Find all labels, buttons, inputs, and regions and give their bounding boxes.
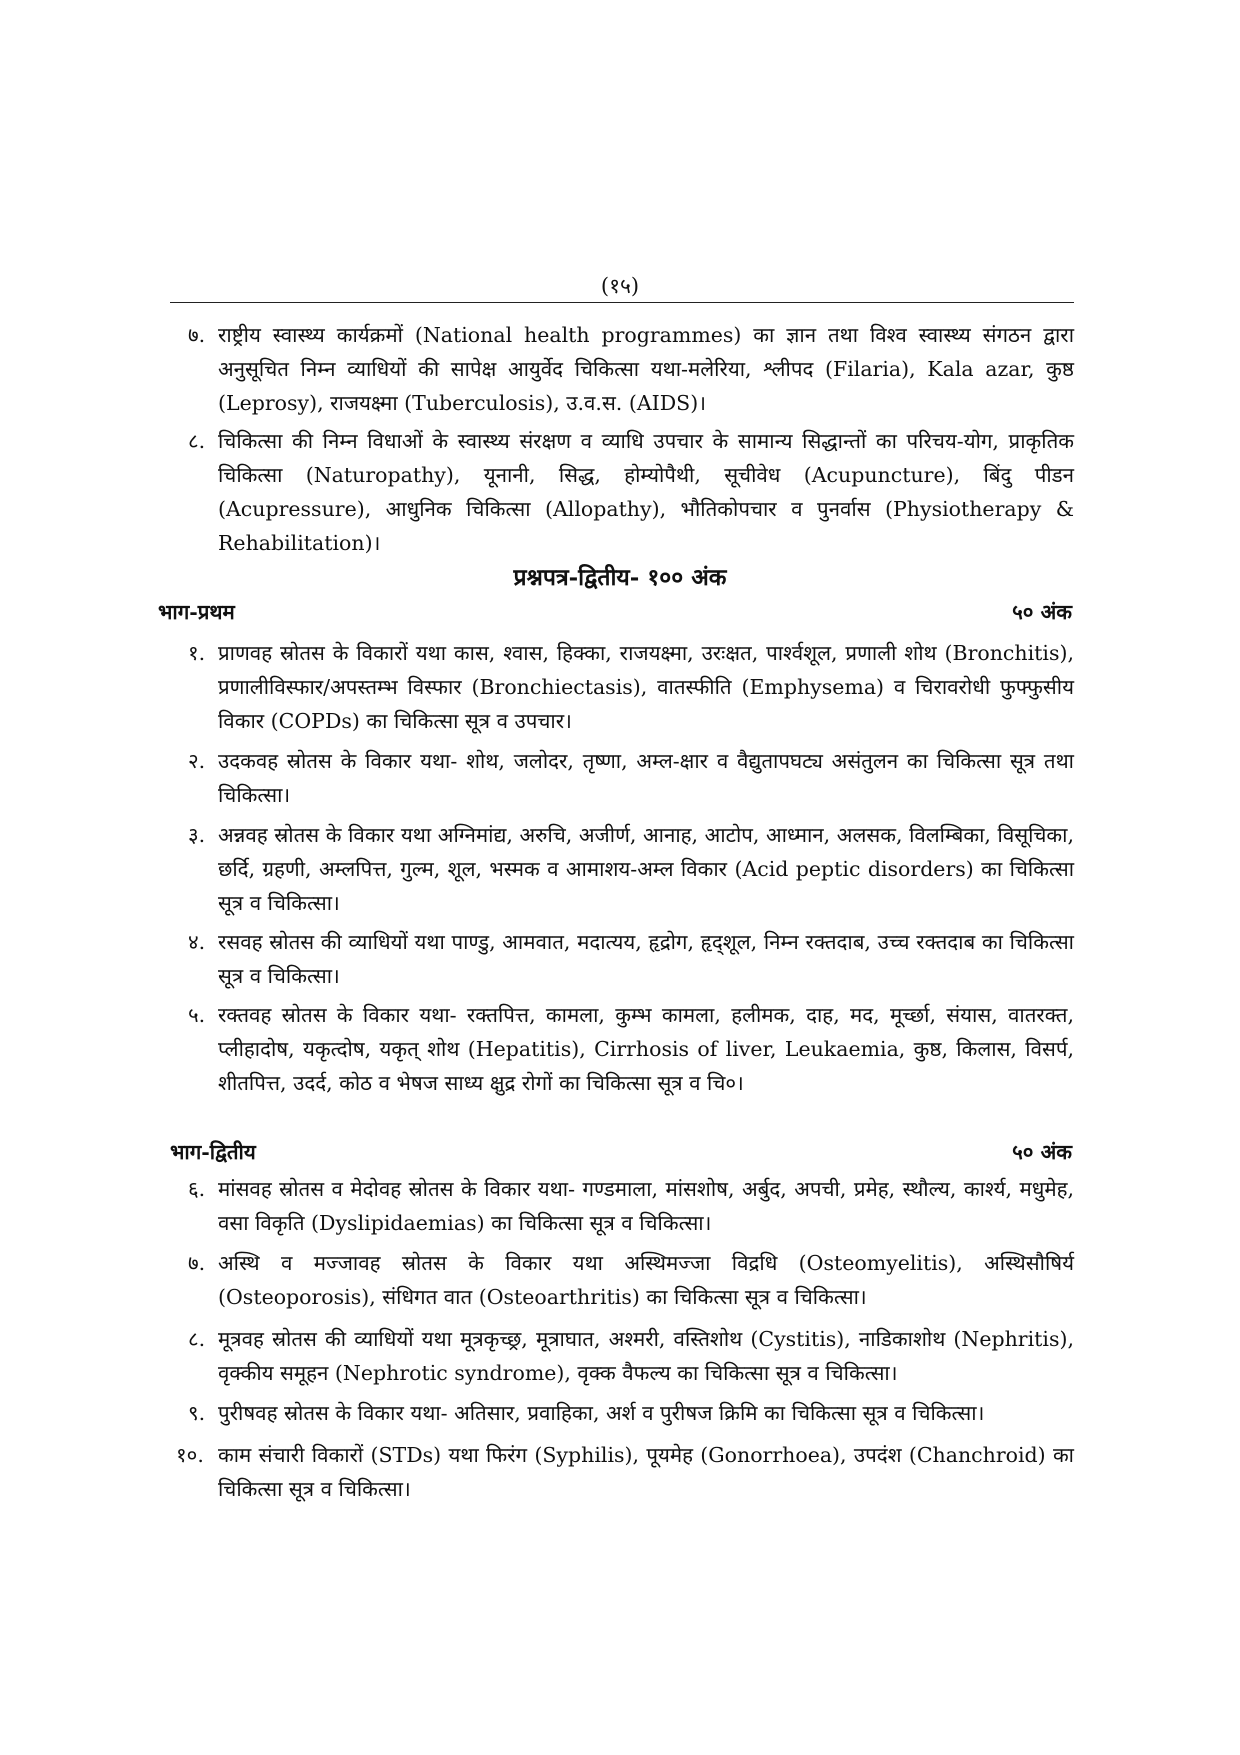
- item-number: ८.: [188, 429, 206, 453]
- list-item: [188, 318, 1074, 420]
- item-text: प्राणवह स्रोतस के विकारों यथा कास, श्वास, हिक्का, राजयक्ष्मा, उरःक्षत, पार्श्वशूल, प्रणाली शोथ (Bronchitis), प्रणालीविस्फार/अपस्तम्भ विस्फार (Bronchiectasis), वातस्फीति (Emphysema) व चिरावरोधी फुफ्फुसीय विकार (COPDs) का चिकित्सा सूत्र व उपचार।: [218, 641, 1074, 733]
- item-number: १.: [188, 641, 206, 665]
- item-number: ५.: [188, 1003, 206, 1027]
- item-text: अन्नवह स्रोतस के विकार यथा अग्निमांद्य, अरुचि, अजीर्ण, आनाह, आटोप, आध्मान, अलसक, विलम्बिका, विसूचिका, छर्दि, ग्रहणी, अम्लपित्त, गुल्म, शूल, भस्मक व आमाशय-अम्ल विकार (Acid peptic disorders) का चिकित्सा सूत्र व चिकित्सा।: [218, 823, 1074, 915]
- item-number: २.: [188, 749, 206, 773]
- list-item: [188, 1396, 1074, 1430]
- item-text: रसवह स्रोतस की व्याधियों यथा पाण्डु, आमवात, मदात्यय, हृद्रोग, हृद्शूल, निम्न रक्तदाब, उच्च रक्तदाब का चिकित्सा सूत्र व चिकित्सा।: [218, 930, 1074, 988]
- item-number: १०.: [176, 1443, 204, 1467]
- item-text: चिकित्सा की निम्न विधाओं के स्वास्थ्य संरक्षण व व्याधि उपचार के सामान्य सिद्धान्तों का परिचय-योग, प्राकृतिक चिकित्सा (Naturopathy), यूनानी, सिद्ध, होम्योपैथी, सूचीवेध (Acupuncture), बिंदु पीडन (Acupressure), आधुनिक चिकित्सा (Allopathy), भौतिकोपचार व पुनर्वास (Physiotherapy & Rehabilitation)।: [218, 429, 1074, 555]
- item-text: मांसवह स्रोतस व मेदोवह स्रोतस के विकार यथा- गण्डमाला, मांसशोष, अर्बुद, अपची, प्रमेह, स्थौल्य, कार्श्य, मधुमेह, वसा विकृति (Dyslipidaemias) का चिकित्सा सूत्र व चिकित्सा।: [218, 1177, 1074, 1235]
- list-item: [188, 1172, 1074, 1240]
- item-number: ६.: [188, 1177, 206, 1201]
- item-number: ९.: [188, 1401, 206, 1425]
- list-item: [188, 1322, 1074, 1390]
- list-item: [188, 1246, 1074, 1314]
- list-item: [188, 424, 1074, 560]
- item-text: राष्ट्रीय स्वास्थ्य कार्यक्रमों (National health programmes) का ज्ञान तथा विश्व स्वास्थ्य संगठन द्वारा अनुसूचित निम्न व्याधियों की सापेक्ष आयुर्वेद चिकित्सा यथा-मलेरिया, श्लीपद (Filaria), Kala azar, कुष्ठ (Leprosy), राजयक्ष्मा (Tuberculosis), उ.व.स. (AIDS)।: [218, 323, 1074, 415]
- part-title: भाग-प्रथम: [158, 600, 235, 624]
- list-item: [188, 925, 1074, 993]
- item-number: ३.: [188, 823, 206, 847]
- part-marks: ५० अंक: [1012, 600, 1072, 624]
- item-number: ७.: [188, 1251, 206, 1275]
- item-number: ८.: [188, 1327, 206, 1351]
- item-text: पुरीषवह स्रोतस के विकार यथा- अतिसार, प्रवाहिका, अर्श व पुरीषज क्रिमि का चिकित्सा सूत्र व चिकित्सा।: [218, 1401, 985, 1425]
- item-text: उदकवह स्रोतस के विकार यथा- शोथ, जलोदर, तृष्णा, अम्ल-क्षार व वैद्युतापघट्य असंतुलन का चिकित्सा सूत्र तथा चिकित्सा।: [218, 749, 1074, 807]
- list-item: [176, 1438, 1074, 1506]
- part-marks: ५० अंक: [1012, 1140, 1072, 1164]
- paper-heading: प्रश्नपत्र-द्वितीय- १०० अंक: [513, 564, 727, 591]
- list-item: [188, 998, 1074, 1100]
- header-rule: [170, 302, 1074, 303]
- item-number: ४.: [188, 930, 206, 954]
- item-text: काम संचारी विकारों (STDs) यथा फिरंग (Syphilis), पूयमेह (Gonorrhoea), उपदंश (Chanchroid) का चिकित्सा सूत्र व चिकित्सा।: [218, 1443, 1074, 1501]
- part-title: भाग-द्वितीय: [170, 1140, 256, 1164]
- item-text: अस्थि व मज्जावह स्रोतस के विकार यथा अस्थिमज्जा विद्रधि (Osteomyelitis), अस्थिसौषिर्य (Osteoporosis), संधिगत वात (Osteoarthritis) का चिकित्सा सूत्र व चिकित्सा।: [218, 1251, 1074, 1309]
- list-item: [188, 818, 1074, 920]
- list-item: [188, 636, 1074, 738]
- item-text: रक्तवह स्रोतस के विकार यथा- रक्तपित्त, कामला, कुम्भ कामला, हलीमक, दाह, मद, मूर्च्छा, संयास, वातरक्त, प्लीहादोष, यकृत्दोष, यकृत् शोथ (Hepatitis), Cirrhosis of liver, Leukaemia, कुष्ठ, किलास, विसर्प, शीतपित्त, उदर्द, कोठ व भेषज साध्य क्षुद्र रोगों का चिकित्सा सूत्र व चि०।: [218, 1003, 1074, 1095]
- item-number: ७.: [188, 323, 206, 347]
- item-text: मूत्रवह स्रोतस की व्याधियों यथा मूत्रकृच्छ्र, मूत्राघात, अश्मरी, वस्तिशोथ (Cystitis), नाडिकाशोथ (Nephritis), वृक्कीय समूहन (Nephrotic syndrome), वृक्क वैफल्य का चिकित्सा सूत्र व चिकित्सा।: [218, 1327, 1074, 1385]
- list-item: [188, 744, 1074, 812]
- page-number: (१५): [600, 274, 640, 298]
